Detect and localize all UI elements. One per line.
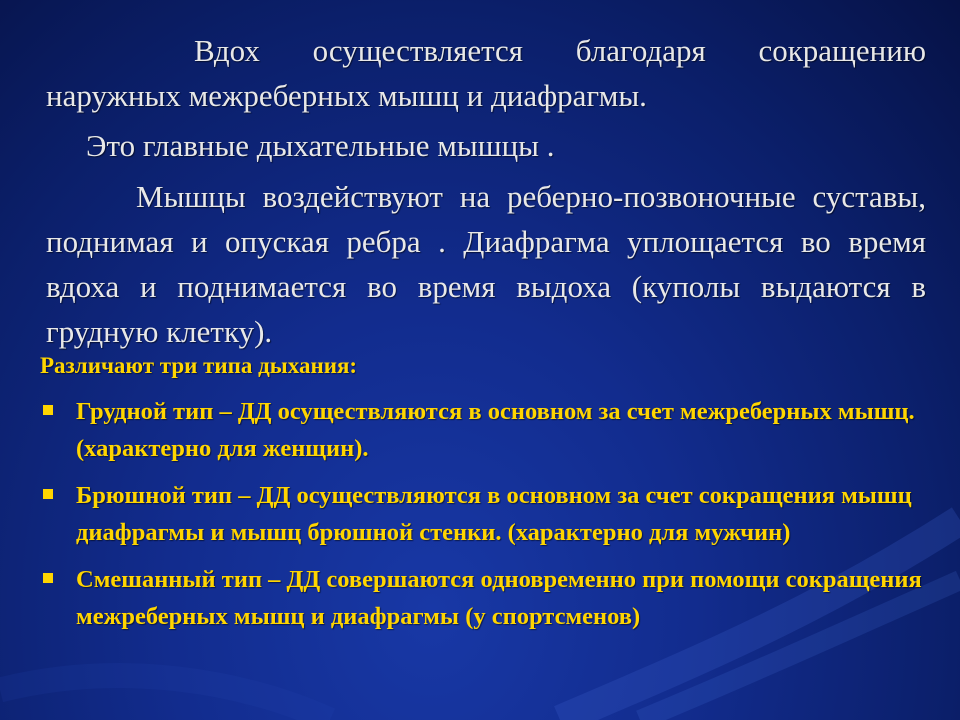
paragraph-inhale: Вдох осуществляется благодаря сокращению наружных межреберных мышц и диафрагмы. (46, 33, 926, 113)
list-item (40, 561, 930, 635)
list-item (40, 477, 930, 551)
paragraph-muscle-action: Мышцы воздействуют на реберно-позвоночные суставы, поднимая и опуская ребра . Диафрагма уплощается во время вдоха и поднимается во время выдоха (куполы выдаются в грудную клетку). (46, 179, 926, 349)
breathing-types-heading: Различают три типа дыхания: (40, 353, 358, 378)
breathing-type-mixed: Смешанный тип – ДД совершаются одновременно при помощи сокращения межреберных мышц и диафрагмы (у спортсменов) (76, 566, 922, 630)
breathing-types-list (40, 393, 930, 645)
paragraph-main-muscles: Это главные дыхательные мышцы . (86, 128, 555, 163)
breathing-type-abdominal: Брюшной тип – ДД осуществляются в основном за счет сокращения мышц диафрагмы и мышц брюшной стенки. (характерно для мужчин) (76, 482, 912, 546)
square-bullet-icon (43, 489, 53, 499)
list-item (40, 393, 930, 467)
breathing-type-chest: Грудной тип – ДД осуществляются в основном за счет межреберных мышц. (характерно для женщин). (76, 398, 915, 462)
square-bullet-icon (43, 405, 53, 415)
square-bullet-icon (43, 573, 53, 583)
